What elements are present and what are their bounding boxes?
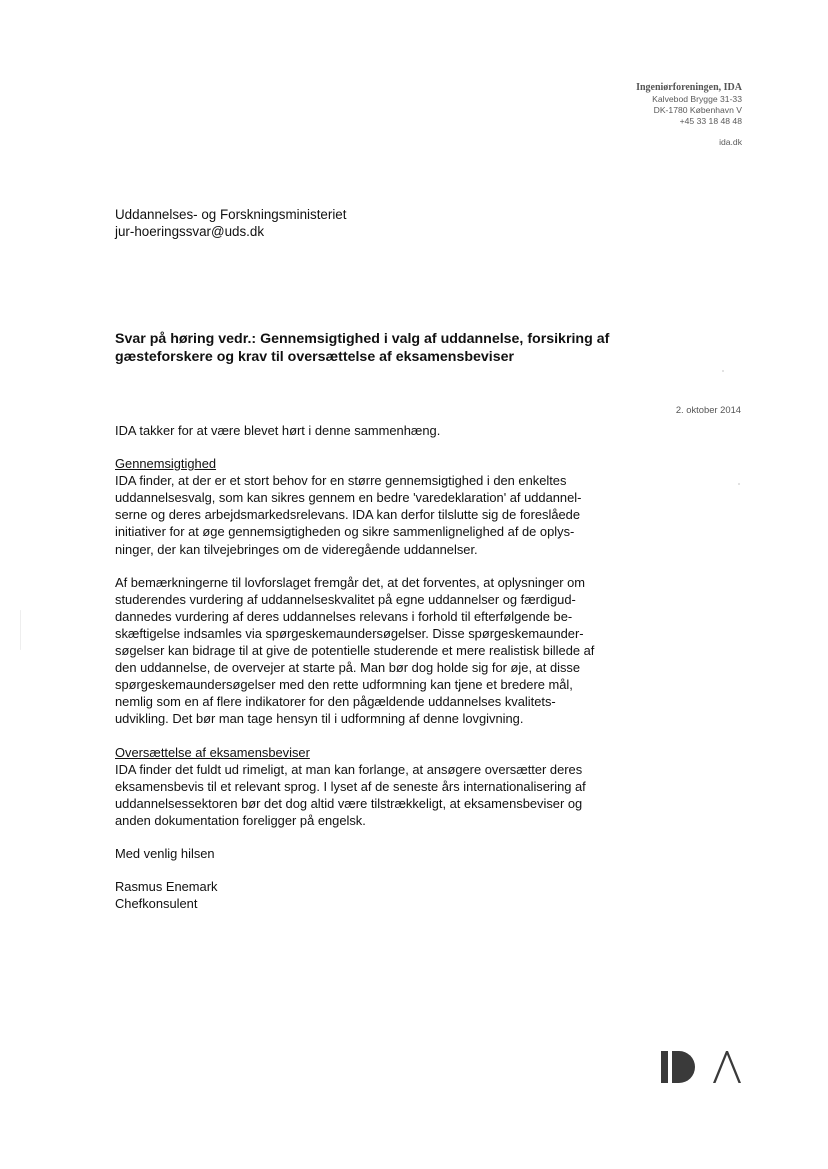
sender-phone: +45 33 18 48 48 xyxy=(679,116,742,126)
recipient-name: Uddannelses- og Forskningsministeriet xyxy=(115,207,347,222)
closing-line: Med venlig hilsen xyxy=(115,845,215,861)
signer-title: Chefkonsulent xyxy=(115,896,198,912)
scan-speck xyxy=(738,483,740,485)
scan-speck xyxy=(722,370,724,372)
section-gennemsigtighed xyxy=(115,455,605,558)
letter-body xyxy=(115,422,605,912)
logo-letter-d xyxy=(672,1051,695,1083)
section-oversaettelse xyxy=(115,744,605,829)
sender-block xyxy=(636,82,742,148)
section-heading: Oversættelse af eksamensbeviser xyxy=(115,744,310,760)
scan-speck xyxy=(20,610,21,650)
letter-date: 2. oktober 2014 xyxy=(675,404,741,415)
signer-name: Rasmus Enemark xyxy=(115,879,218,895)
sender-address-street: Kalvebod Brygge 31-33 xyxy=(652,94,742,104)
recipient-email: jur-hoeringssvar@uds.dk xyxy=(115,224,265,239)
sender-address-city: DK-1780 København V xyxy=(653,105,742,115)
recipient-block xyxy=(115,206,346,240)
intro-paragraph: IDA takker for at være blevet hørt i denne sammenhæng. xyxy=(115,423,441,438)
section-paragraph: Af bemærkningerne til lovforslaget fremgår det, at det forventes, at oplysninger om studerendes vurdering af uddannelseskvalitet på egne uddannelser og færdiguddannedes vurdering af deres uddannelses relevans i forhold til efterfølgende beskæftigelse indsamles via spørgeskemaundersøgelser. Disse spørgeskemaundersøgelser kan bidrage til at give de potentielle studerende et mere realistisk billede af den uddannelse, de overvejer at starte på. Man bør dog holde sig for øje, at disse spørgeskemaundersøgelser med den rette udformning kan tjene et bredere mål, nemlig som en af flere indikatorer for den pågældende uddannelses kvalitetsudvikling. Det bør man tage hensyn til i udformning af denne lovgivning. xyxy=(115,574,595,727)
sender-website: ida.dk xyxy=(719,137,742,147)
letter-subject: Svar på høring vedr.: Gennemsigtighed i valg af uddannelse, forsikring af gæsteforskere og krav til oversættelse af eksamensbeviser xyxy=(115,331,610,365)
ida-logo-icon xyxy=(661,1049,743,1085)
sender-org: Ingeniørforeningen, IDA xyxy=(636,82,742,93)
section-paragraph: IDA finder, at der er et stort behov for en større gennemsigtighed i den enkeltes uddannelsesvalg, som kan sikres gennem en bedre 'varedeklaration' af uddannelserne og deres arbejdsmarkedsrelevans. IDA kan derfor tilslutte sig de foreslåede initiativer for at øge gennemsigtigheden og sikre sammenlignelighed af de oplysninger, der kan tilvejebringes om de videregående uddannelser. xyxy=(115,473,582,557)
logo-letter-i xyxy=(661,1051,668,1083)
section-heading: Gennemsigtighed xyxy=(115,456,217,472)
section-paragraph: IDA finder det fuldt ud rimeligt, at man kan forlange, at ansøgere oversætter deres eksamensbevis til et relevant sprog. I lyset af de seneste års internationalisering af uddannelsessektoren bør det dog altid være tilstrækkeligt, at eksamensbeviser og anden dokumentation foreligger på engelsk. xyxy=(115,761,586,828)
logo-letter-a xyxy=(713,1051,741,1083)
signature-block xyxy=(115,878,605,912)
